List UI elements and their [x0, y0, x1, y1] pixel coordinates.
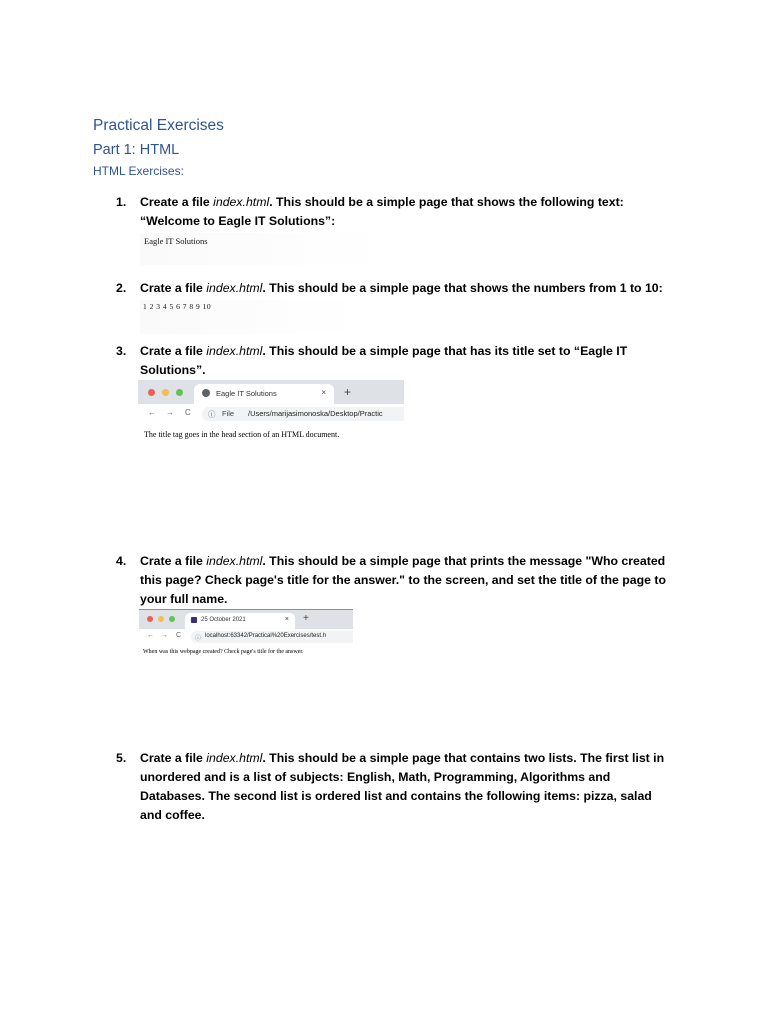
exercise-text: Crate a file index.html. This should be a simple page that prints the message "Who created this page? Check page's title for the answer." to the screen, and set the title of the page to your full name.	[140, 554, 667, 606]
exercise-number: 5.	[116, 751, 127, 765]
address-text: /Users/marijasimonoska/Desktop/Practic	[248, 409, 383, 418]
minimize-window-icon	[162, 389, 169, 396]
sample-output-2	[140, 300, 362, 334]
address-bar	[202, 407, 404, 421]
file-label: File	[222, 409, 235, 418]
back-icon: ←	[147, 632, 154, 639]
sample-text: Eagle IT Solutions	[144, 236, 208, 246]
exercise-number: 1.	[116, 195, 127, 209]
maximize-window-icon	[176, 389, 183, 396]
page-content: The title tag goes in the head section of an HTML document.	[144, 430, 340, 439]
info-icon: ⓘ	[208, 410, 216, 419]
exercise-number: 3.	[116, 344, 127, 358]
minimize-window-icon	[158, 616, 164, 622]
forward-icon: →	[161, 632, 168, 639]
browser-screenshot-2	[139, 609, 353, 659]
close-tab-icon: ×	[321, 388, 326, 397]
part-heading: Part 1: HTML	[93, 142, 180, 158]
address-bar	[191, 631, 353, 643]
globe-icon	[202, 389, 210, 397]
exercise-text: Crate a file index.html. This should be a simple page that contains two lists. The first list in unordered and is a list of subjects: English, Math, Programming, Algorithms and Databases. The second list is ordered list and contains the following items: pizza, salad and coffee.	[140, 751, 665, 822]
forward-icon: →	[166, 408, 174, 417]
exercise-text: Crate a file index.html. This should be a simple page that has its title set to “Eagle IT Solutions”.	[140, 344, 628, 377]
close-tab-icon: ×	[284, 616, 289, 623]
new-tab-icon: +	[303, 613, 309, 624]
tab-bar	[139, 609, 353, 629]
page-content: When was this webpage created? Check page's title for the answer.	[143, 649, 304, 655]
nav-bar	[139, 629, 353, 645]
nav-bar	[138, 404, 404, 424]
sample-output-1	[140, 233, 385, 265]
favicon-icon	[191, 617, 197, 623]
maximize-window-icon	[169, 616, 175, 622]
new-tab-icon: +	[344, 385, 352, 399]
browser-tab	[185, 613, 295, 629]
address-text: localhost:63342/Practical%20Exercises/test.h	[205, 633, 327, 639]
exercise-number: 2.	[116, 281, 127, 295]
back-icon: ←	[148, 408, 156, 417]
exercise-text: Create a file index.html. This should be a simple page that shows the following text: “Welcome to Eagle IT Solutions”:	[140, 195, 624, 228]
exercise-number: 4.	[116, 554, 127, 568]
close-window-icon	[147, 616, 153, 622]
sample-numbers: 1 2 3 4 5 6 7 8 9 10	[143, 302, 212, 311]
close-window-icon	[148, 389, 155, 396]
tab-bar	[138, 380, 404, 404]
info-icon: ⓘ	[195, 636, 202, 642]
reload-icon: C	[176, 632, 182, 639]
reload-icon: C	[185, 408, 191, 417]
tab-title: Eagle IT Solutions	[216, 389, 277, 398]
section-heading: HTML Exercises:	[93, 164, 184, 178]
exercise-text: Crate a file index.html. This should be a simple page that shows the numbers from 1 to 10:	[140, 281, 663, 295]
browser-screenshot-1	[138, 380, 404, 444]
page-title: Practical Exercises	[93, 117, 224, 134]
browser-tab	[194, 384, 334, 404]
tab-title: 25 October 2021	[201, 617, 246, 623]
